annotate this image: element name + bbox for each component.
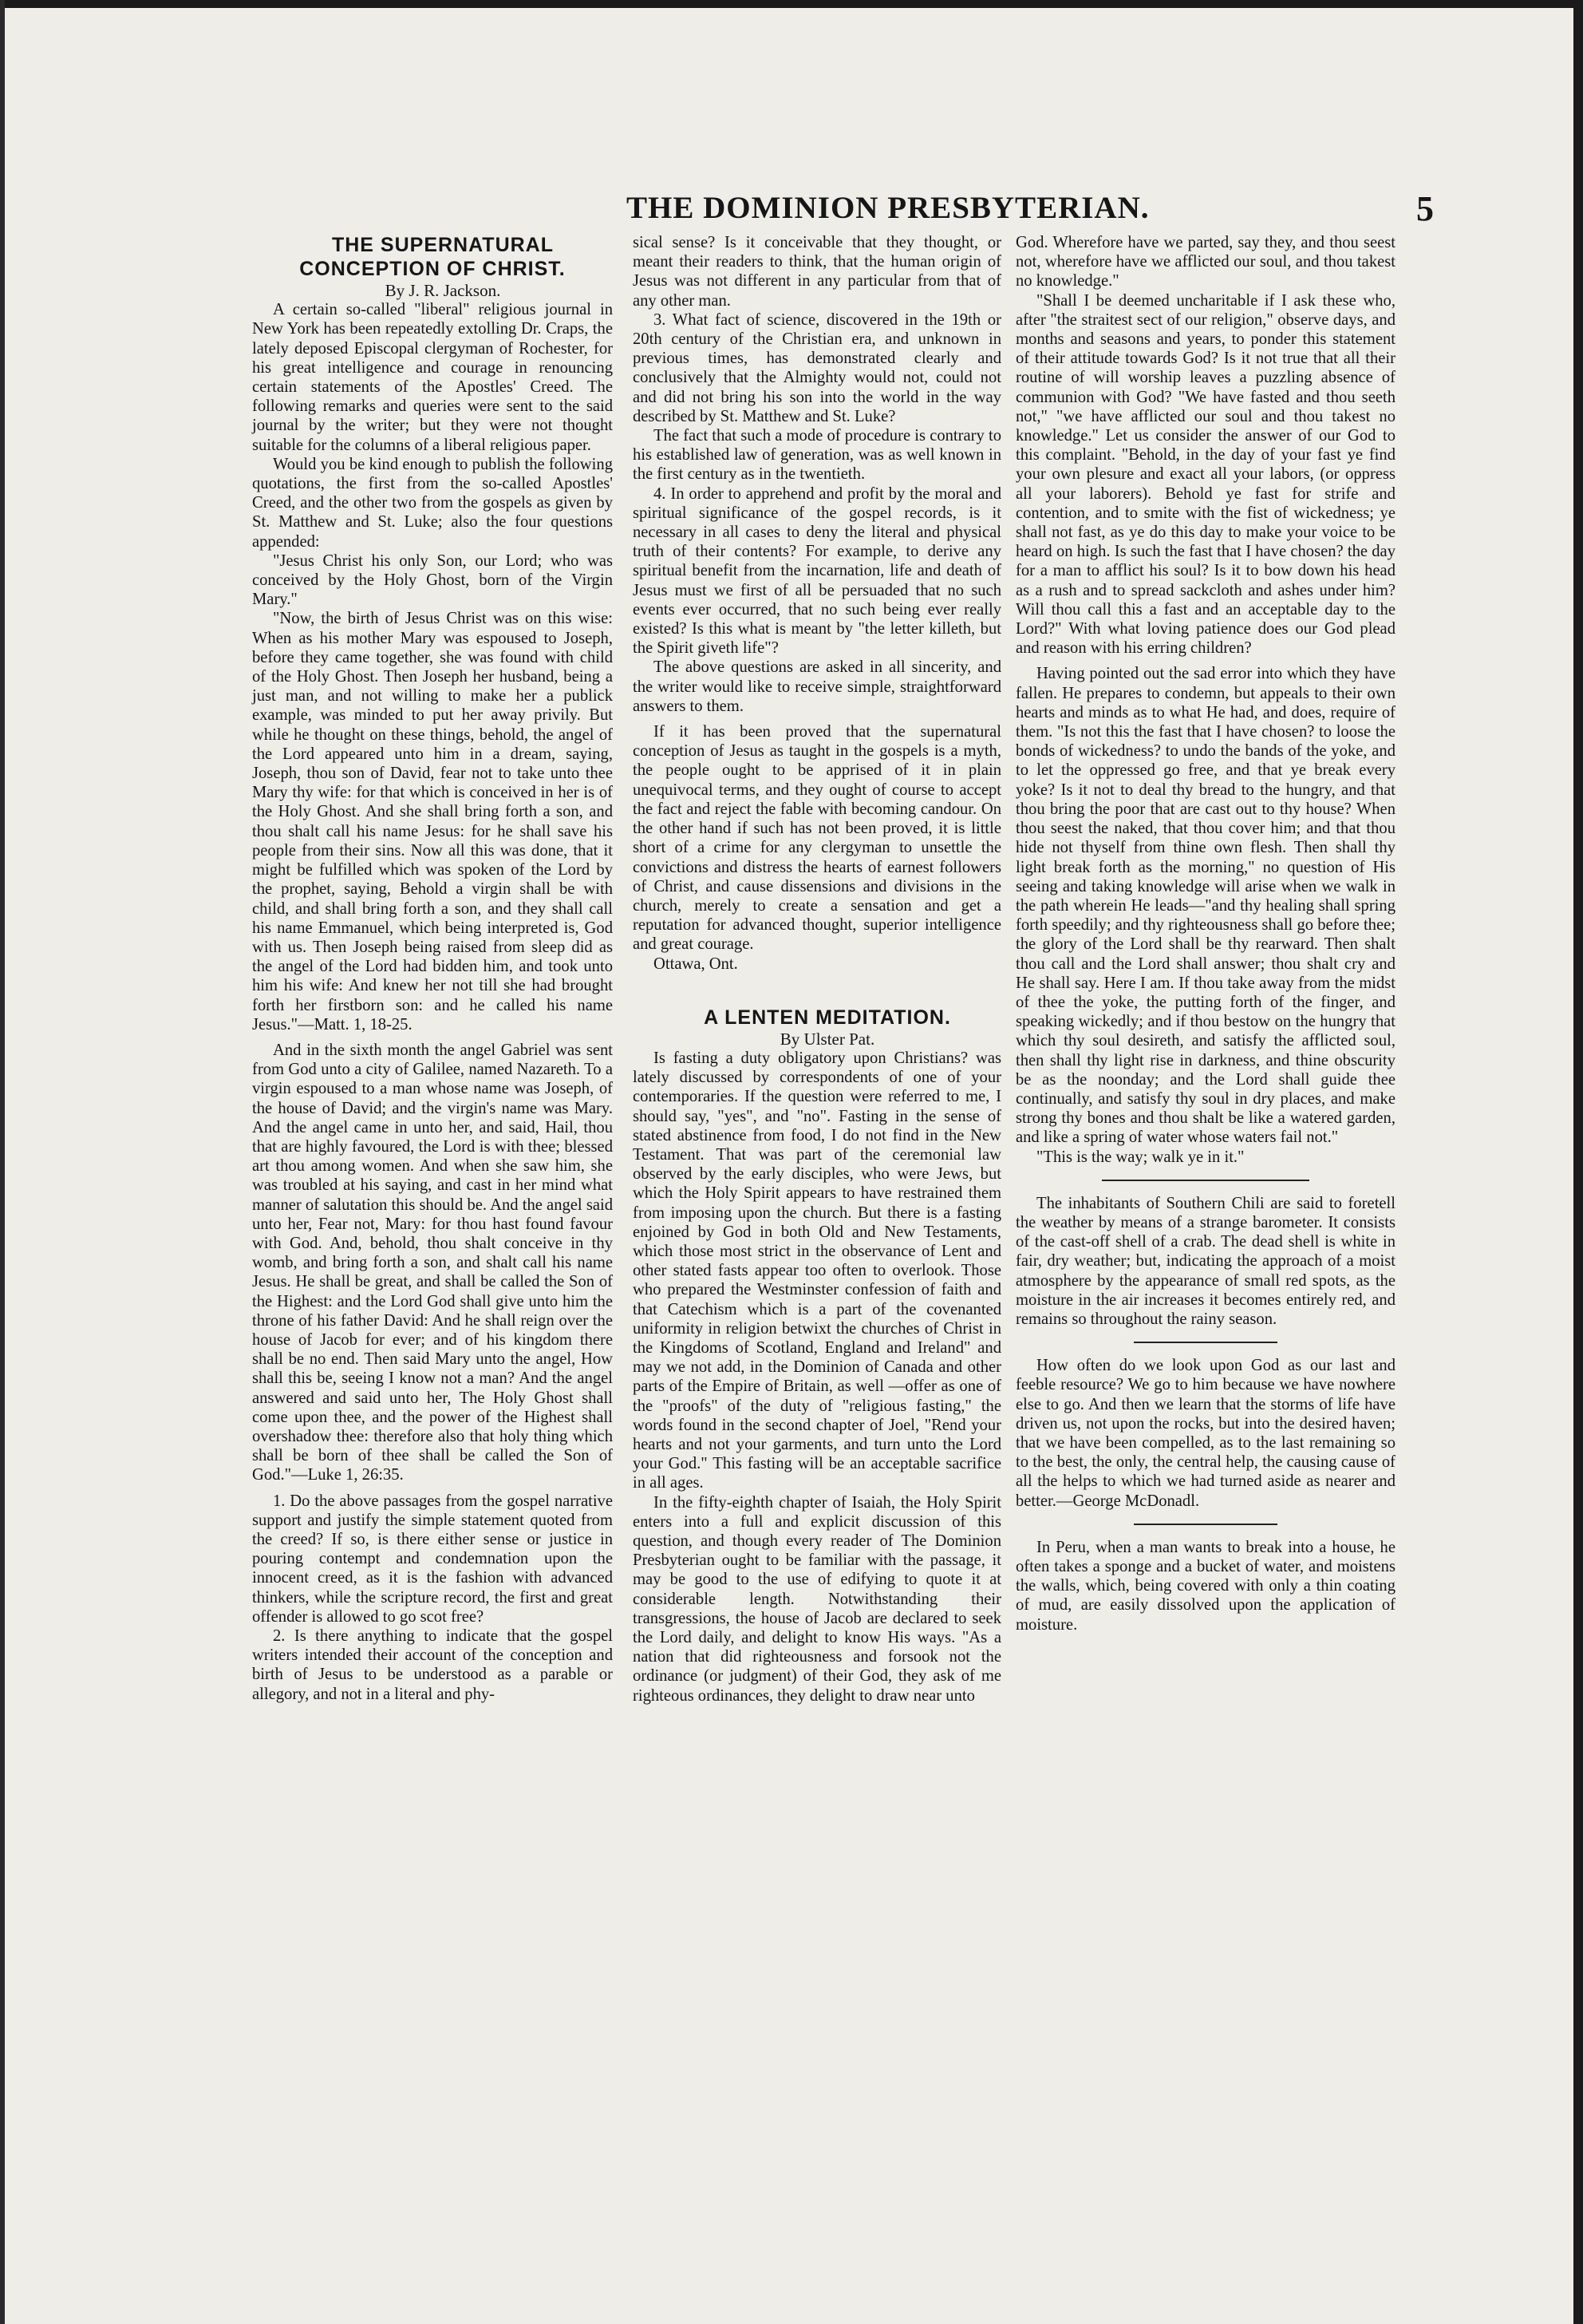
column-2 (633, 233, 1001, 1705)
paragraph: In Peru, when a man wants to break into a house, he often takes a sponge and a bucket of water, and moistens the walls, which, being covered with only a thin coating of mud, are easily dissolved upon the application of moisture. (1016, 1538, 1395, 1634)
paragraph: "This is the way; walk ye in it." (1036, 1148, 1245, 1166)
running-title: THE DOMINION PRESBYTERIAN. (626, 191, 1150, 225)
article-byline: By J. R. Jackson. (385, 281, 501, 300)
paragraph: 1. Do the above passages from the gospel narrative support and justify the simple statement quoted from the creed? If so, is there either sense or justice in pouring contempt and condemnation upon the innocent creed, as it is the fashion with advanced thinkers, while the scripture record, the first and great offender is allowed to go scot free? (252, 1492, 613, 1626)
paragraph: Would you be kind enough to publish the following quotations, the first from the so-called Apostles' Creed, and the other two from the gospels as given by St. Matthew and St. Luke; also the four questions appended: (252, 455, 613, 551)
column-1 (252, 233, 613, 1704)
paragraph: 3. What fact of science, discovered in the 19th or 20th century of the Christian era, and unknown in previous times, has demonstrated clearly and conclusively that the Almighty would not, could not and did not bring his son into the world in the way described by St. Matthew and St. Luke? (633, 310, 1001, 425)
paragraph: And in the sixth month the angel Gabriel was sent from God unto a city of Galilee, named Nazareth. To a virgin espoused to a man whose name was Joseph, of the house of David; and the virgin's name was Mary. And the angel came in unto her, and said, Hail, thou that are highly favoured, the Lord is with thee; blessed art thou among women. And when she saw him, she was troubled at his saying, and cast in her mind what manner of salutation this should be. And the angel said unto her, Fear not, Mary: for thou hast found favour with God. And, behold, thou shalt conceive in thy womb, and bring forth a son, and shalt call his name Jesus. He shall be great, and shall be called the Son of the Highest: and the Lord God shall give unto him the throne of his father David: And he shall reign over the house of Jacob for ever; and of his kingdom there shall be no end. Then said Mary unto the angel, How shall this be, seeing I know not a man? And the angel answered and said unto her, The Holy Ghost shall come upon thee, and the power of the Highest shall overshadow thee: therefore also that holy thing which shall be born of thee shall be called the Son of God."—Luke 1, 26:35. (252, 1041, 613, 1484)
article-title: A LENTEN MEDITATION. (704, 1006, 951, 1029)
paragraph: Having pointed out the sad error into which they have fallen. He prepares to condemn, but appeals to their own hearts and minds as to what He had, and does, require of them. "Is not this the fast that I have chosen? to loose the bonds of wickedness? to undo the bands of the yoke, and to let the oppressed go free, and that ye break every yoke? Is it not to deal thy bread to the hungry, and that thou bring the poor that are cast out to thy house? When thou seest the naked, that thou cover him; and that thou hide not thyself from thine own flesh. Then shall thy light break forth as the morning," no question of His seeing and taking knowledge will arise when we walk in the path wherein He leads—"and thy healing shall spring forth speedily; and thy righteousness shall go before thee; the glory of the Lord shall be thy rearward. Then shalt thou call and the Lord shall answer; thou shalt cry and He shall say. Here I am. If thou take away from the midst of thee the yoke, the putting forth of the finger, and speaking wickedly; and if thou bestow on the hungry that which thy soul desireth, and satisfy the afflicted soul, then shall thy light rise in darkness, and thine obscurity be as the noonday; and the Lord shall guide thee continually, and satisfy thy soul in dry places, and make strong thy bones and thou shalt be like a watered garden, and like a spring of water whose waters fail not." (1016, 665, 1395, 1147)
article-title: THE SUPERNATURAL CONCEPTION OF CHRIST. (299, 234, 566, 280)
divider (1134, 1342, 1277, 1343)
paragraph: In the fifty-eighth chapter of Isaiah, the Holy Spirit enters into a full and explicit discussion of this question, and though every reader of The Dominion Presbyterian ought to be familiar with the passage, it may be good to the use of edifying to quote it at considerable length. Notwithstanding their transgressions, the house of Jacob are declared to seek the Lord daily, and delight to know His ways. "As a nation that did righteousness and forsook not the ordinance (or judgment) of their God, they ask of me righteous ordinances, they delight to draw near unto (633, 1493, 1001, 1705)
paragraph: The inhabitants of Southern Chili are said to foretell the weather by means of a strange barometer. It consists of the cast-off shell of a crab. The dead shell is white in fair, dry weather; but, indicating the approach of a moist atmosphere by the appearance of small red spots, as the moisture in the air increases it becomes entirely red, and remains so throughout the rainy season. (1016, 1194, 1395, 1328)
paragraph: God. Wherefore have we parted, say they, and thou seest not, wherefore have we afflicted our soul, and thou takest no knowledge." (1016, 234, 1395, 290)
paragraph: The above questions are asked in all sincerity, and the writer would like to receive simple, straightforward answers to them. (633, 658, 1001, 715)
scan-border-top (0, 0, 1583, 8)
paragraph: How often do we look upon God as our last and feeble resource? We go to him because we have nowhere else to go. And then we learn that the storms of life have driven us, not upon the rocks, but into the desired haven; that we have been compelled, as to the last remaining so to the best, the only, the central help, the causing cause of all the helps to which we had turned aside as nearer and better.—George McDonadl. (1016, 1357, 1395, 1510)
article-byline: By Ulster Pat. (780, 1029, 875, 1049)
paragraph: 4. In order to apprehend and profit by the moral and spiritual significance of the gospel records, is it necessary in all cases to deny the literal and physical truth of their contents? For example, to derive any spiritual benefit from the incarnation, life and death of Jesus must we first of all be persuaded that no such events ever occurred, that no such being ever really existed? Is this what is meant by "the letter killeth, but the Spirit giveth life"? (633, 484, 1001, 658)
paragraph: "Shall I be deemed uncharitable if I ask these who, after "the straitest sect of our religion," observe days, and months and seasons and years, to ponder this statement of their attitude towards God? Is it not true that all their routine of will worship leaves a puzzling absence of communion with God? "We have fasted and thou seeth not," "we have afflicted our soul and thou takest no knowledge." Let us consider the answer of our God to this complaint. "Behold, in the day of your fast ye find your own plesure and exact all your labors, (or oppress all your laborers). Behold ye fast for strife and contention, and to smite with the fist of wickedness; ye shall not fast, as ye do this day to make your voice to be heard on high. Is such the fast that I have chosen? the day for a man to afflict his soul? Is it to bow down his head as a rush and to spread sackcloth and ashes under him? Will thou call this a fast and an acceptable day to the Lord?" With what loving patience does our God plead and reason with his erring children? (1016, 291, 1395, 658)
paragraph: 2. Is there anything to indicate that the gospel writers intended their account of the conception and birth of Jesus to be understood as a parable or allegory, and not in a literal and phy- (252, 1627, 613, 1703)
page-number: 5 (1416, 189, 1434, 228)
column-3 (1016, 233, 1395, 1634)
paragraph: sical sense? Is it conceivable that they thought, or meant their readers to think, that the human origin of Jesus was not different in any particular from that of any other man. (633, 234, 1001, 310)
divider (1134, 1524, 1277, 1525)
scan-border-left (0, 0, 5, 2324)
paragraph: If it has been proved that the supernatural conception of Jesus as taught in the gospels is a myth, the people ought to be apprised of it in plain unequivocal terms, and they ought of course to accept the fact and reject the fable with becoming candour. On the other hand if such has not been proved, it is little short of a crime for any clergyman to unsettle the convictions and distress the hearts of earnest followers of Christ, and cause dissensions and divisions in the church, merely to create a sensation and get a reputation for advanced thought, superior intelligence and great courage. (633, 723, 1001, 954)
paragraph: A certain so-called "liberal" religious journal in New York has been repeatedly extolling Dr. Craps, the lately deposed Episcopal clergyman of Rochester, for his great intelligence and courage in renouncing certain statements of the Apostles' Creed. The following remarks and queries were sent to the said journal by the writer; but they were not thought suitable for the columns of a liberal religious paper. (252, 301, 613, 454)
paragraph: "Now, the birth of Jesus Christ was on this wise: When as his mother Mary was espoused to Joseph, before they came together, she was found with child of the Holy Ghost. Then Joseph her husband, being a just man, and not willing to make her a publick example, was minded to put her away privily. But while he thought on these things, behold, the angel of the Lord appeared unto him in a dream, saying, Joseph, thou son of David, fear not to take unto thee Mary thy wife: for that which is conceived in her is of the Holy Ghost. And she shall bring forth a son, and thou shalt call his name Jesus: for he shall save his people from their sins. Now all this was done, that it might be fulfilled which was spoken of the Lord by the prophet, saying, Behold a virgin shall be with child, and shall bring forth a son, and they shall call his name Emmanuel, which being interpreted is, God with us. Then Joseph being raised from sleep did as the angel of the Lord had bidden him, and took unto him his wife: And knew her not till she had brought forth her firstborn son: and he called his name Jesus."—Matt. 1, 18-25. (252, 610, 613, 1034)
paragraph: The fact that such a mode of procedure is contrary to his established law of generation, was as well known in the first century as in the twentieth. (633, 427, 1001, 484)
dateline: Ottawa, Ont. (653, 955, 738, 973)
paragraph: "Jesus Christ his only Son, our Lord; who was conceived by the Holy Ghost, born of the Virgin Mary." (252, 551, 613, 609)
divider (1102, 1180, 1309, 1181)
paragraph: Is fasting a duty obligatory upon Christians? was lately discussed by correspondents of one of your contemporaries. If the question were referred to me, I should say, "yes", and "no". Fasting in the sense of stated abstinence from food, I do not find in the New Testament. That was part of the ceremonial law observed by the early disciples, who were Jews, but which the Holy Spirit appears to have restrained them from imposing upon the church. But there is a fasting enjoined by God in both Old and New Testaments, which those most strict in the observance of Lent and other stated fasts appear too often to overlook. Those who prepared the Westminster confession of faith and that Catechism which is a part of the covenanted uniformity in religion betwixt the churches of Christ in the Kingdoms of Scotland, England and Ireland" and may we not add, in the Dominion of Canada and other parts of the Empire of Britain, as well —offer as one of the "proofs" of the duty of "religious fasting," the words found in the second chapter of Joel, "Rend your hearts and not your garments, and turn unto the Lord your God." This fasting will be an acceptable sacrifice in all ages. (633, 1049, 1001, 1492)
scan-border-right (1573, 0, 1583, 2324)
